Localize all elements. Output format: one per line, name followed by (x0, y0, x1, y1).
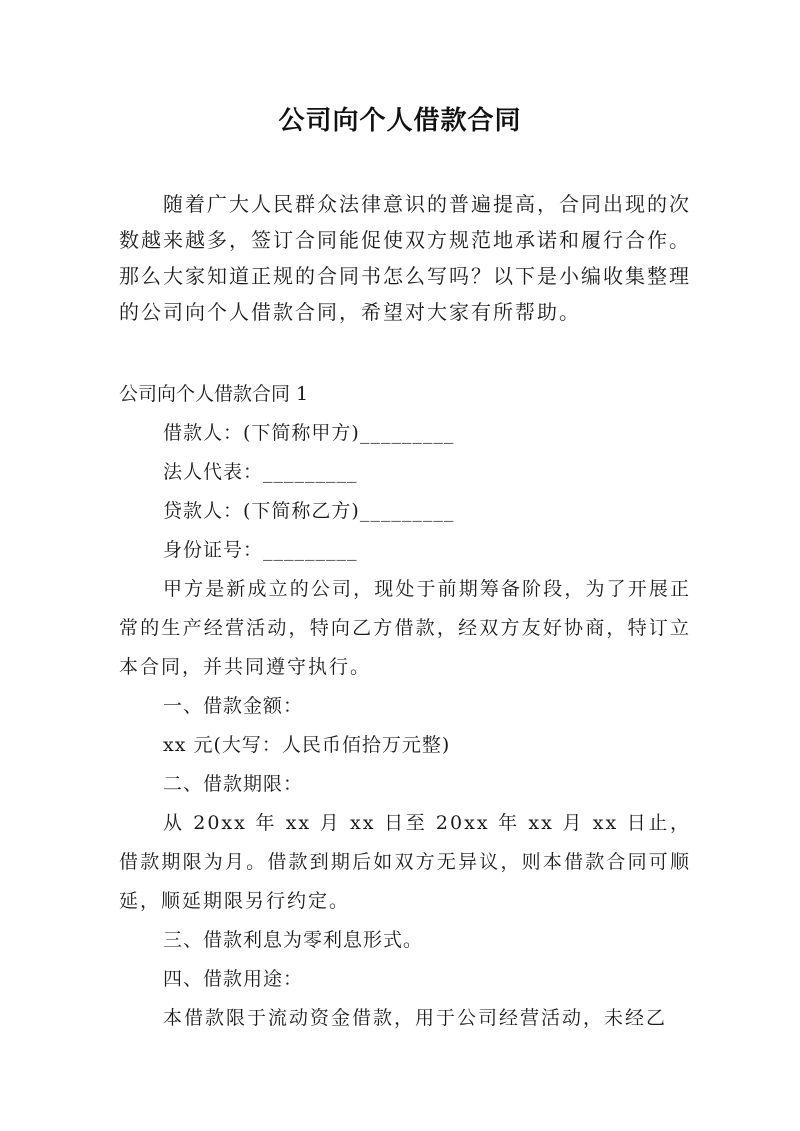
legal-rep-line: 法人代表：_________ (163, 461, 358, 483)
lender-line: 贷款人：(下简称乙方)_________ (163, 500, 455, 522)
clause-4-title: 四、借款用途： (163, 968, 304, 990)
clause-2-title: 二、借款期限： (163, 773, 304, 795)
id-number-line: 身份证号：_________ (163, 539, 358, 561)
clause-1-body: xx 元(大写：人民币佰拾万元整) (163, 734, 451, 756)
clause-2-body: 从 20xx 年 xx 月 xx 日至 20xx 年 xx 月 xx 日止，借款期限为月。借款到期后如双方无异议，则本借款合同可顺延，顺延期限另行约定。 (119, 812, 691, 912)
section-heading: 公司向个人借款合同 1 (119, 383, 309, 405)
purpose-paragraph: 甲方是新成立的公司，现处于前期筹备阶段，为了开展正常的生产经营活动，特向乙方借款，经双方友好协商，特订立本合同，并共同遵守执行。 (119, 578, 691, 678)
clause-1-title: 一、借款金额： (163, 695, 304, 717)
contract-section (119, 374, 691, 1038)
clause-4-body: 本借款限于流动资金借款，用于公司经营活动，未经乙 (163, 1007, 668, 1029)
intro-paragraph: 随着广大人民群众法律意识的普遍提高，合同出现的次数越来越多，签订合同能促使双方规范地承诺和履行合作。那么大家知道正规的合同书怎么写吗？以下是小编收集整理的公司向个人借款合同，希望对大家有所帮助。 (119, 192, 691, 324)
document-title: 公司向个人借款合同 (278, 106, 522, 136)
clause-3-title: 三、借款利息为零利息形式。 (163, 929, 424, 951)
borrower-line: 借款人：(下简称甲方)_________ (163, 422, 455, 444)
